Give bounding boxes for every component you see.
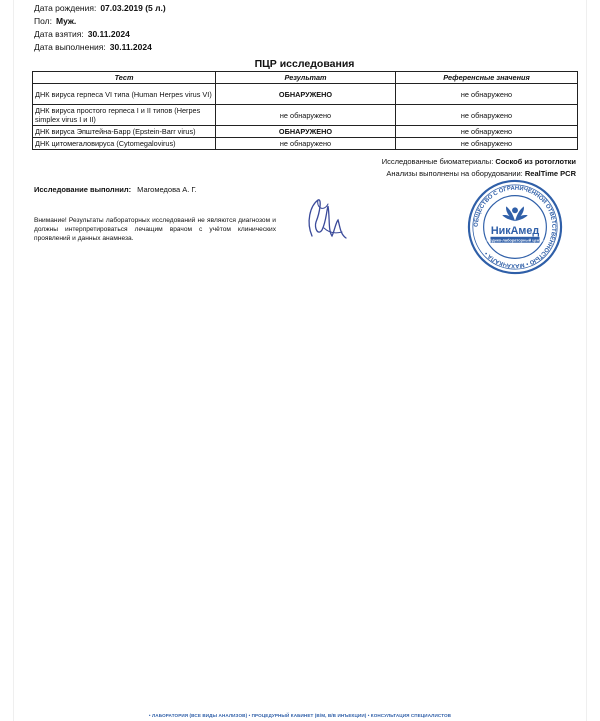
footer-services: • ЛАБОРАТОРИЯ (ВСЕ ВИДЫ АНАЛИЗОВ) • ПРОЦЕДУРНЫЙ КАБИНЕТ (В/М, В/В ИНЪЕКЦИИ) • КОНСУЛЬТАЦИЯ СПЕЦИАЛИСТОВ <box>148 713 452 718</box>
test-name: ДНК вируса герпеса VI типа (Human Herpes virus VI) <box>33 84 216 105</box>
test-name: ДНК цитомегаловируса (Cytomegalovirus) <box>33 138 216 150</box>
results-table <box>32 71 578 150</box>
stamp-subtitle: Медико-лабораторный центр <box>486 237 544 243</box>
sample-date <box>34 29 130 39</box>
biomaterial-value: Соскоб из ротоглотки <box>495 157 576 166</box>
table-row <box>33 138 578 150</box>
stamp-ring-text: ОБЩЕСТВО С ОГРАНИЧЕННОЙ ОТВЕТСТВЕННОСТЬЮ • МАХАЧКАЛА • <box>473 185 557 269</box>
birth-date-value: 07.03.2019 (5 л.) <box>100 3 166 13</box>
signature-icon <box>298 192 352 246</box>
completion-date-label: Дата выполнения: <box>34 42 106 52</box>
test-result: не обнаружено <box>216 138 396 150</box>
sample-date-value: 30.11.2024 <box>87 29 130 39</box>
performed-by-value: Магомедова А. Г. <box>137 185 197 194</box>
stamp-icon <box>466 178 564 276</box>
equipment-line <box>386 169 576 178</box>
header-test: Тест <box>33 72 216 84</box>
birth-date <box>34 3 166 13</box>
header-result: Результат <box>216 72 396 84</box>
disclaimer-notice: Внимание! Результаты лабораторных исследований не являются диагнозом и должны интерпретироваться лечащим врачом с учётом клинических проявлений и данных анамнеза. <box>34 217 276 242</box>
table-header-row <box>33 72 578 84</box>
test-reference: не обнаружено <box>396 105 578 126</box>
table-row <box>33 84 578 105</box>
sex-label: Пол: <box>34 16 52 26</box>
performed-by-label: Исследование выполнил: <box>34 185 132 194</box>
test-result: не обнаружено <box>216 105 396 126</box>
biomaterial-line <box>382 157 576 166</box>
completion-date <box>34 42 152 52</box>
equipment-label: Анализы выполнены на оборудовании: <box>386 169 523 178</box>
sex-value: Муж. <box>55 16 77 26</box>
test-reference: не обнаружено <box>396 138 578 150</box>
test-result: ОБНАРУЖЕНО <box>216 84 396 105</box>
table-row <box>33 105 578 126</box>
test-reference: не обнаружено <box>396 84 578 105</box>
performed-by <box>34 185 197 194</box>
table-row <box>33 126 578 138</box>
test-name: ДНК вируса простого герпеса I и II типов (Herpes simplex virus I и II) <box>33 105 216 126</box>
test-result: ОБНАРУЖЕНО <box>216 126 396 138</box>
completion-date-value: 30.11.2024 <box>109 42 152 52</box>
test-reference: не обнаружено <box>396 126 578 138</box>
sex <box>34 16 76 26</box>
header-reference: Референсные значения <box>396 72 578 84</box>
biomaterial-label: Исследованные биоматериалы: <box>381 157 494 166</box>
section-title: ПЦР исследования <box>254 58 355 70</box>
sample-date-label: Дата взятия: <box>34 29 84 39</box>
birth-date-label: Дата рождения: <box>34 3 97 13</box>
test-name: ДНК вируса Эпштейна-Барр (Epstein-Barr virus) <box>33 126 216 138</box>
equipment-value: RealTime PCR <box>524 169 576 178</box>
stamp-name: НикАмед <box>490 224 540 237</box>
